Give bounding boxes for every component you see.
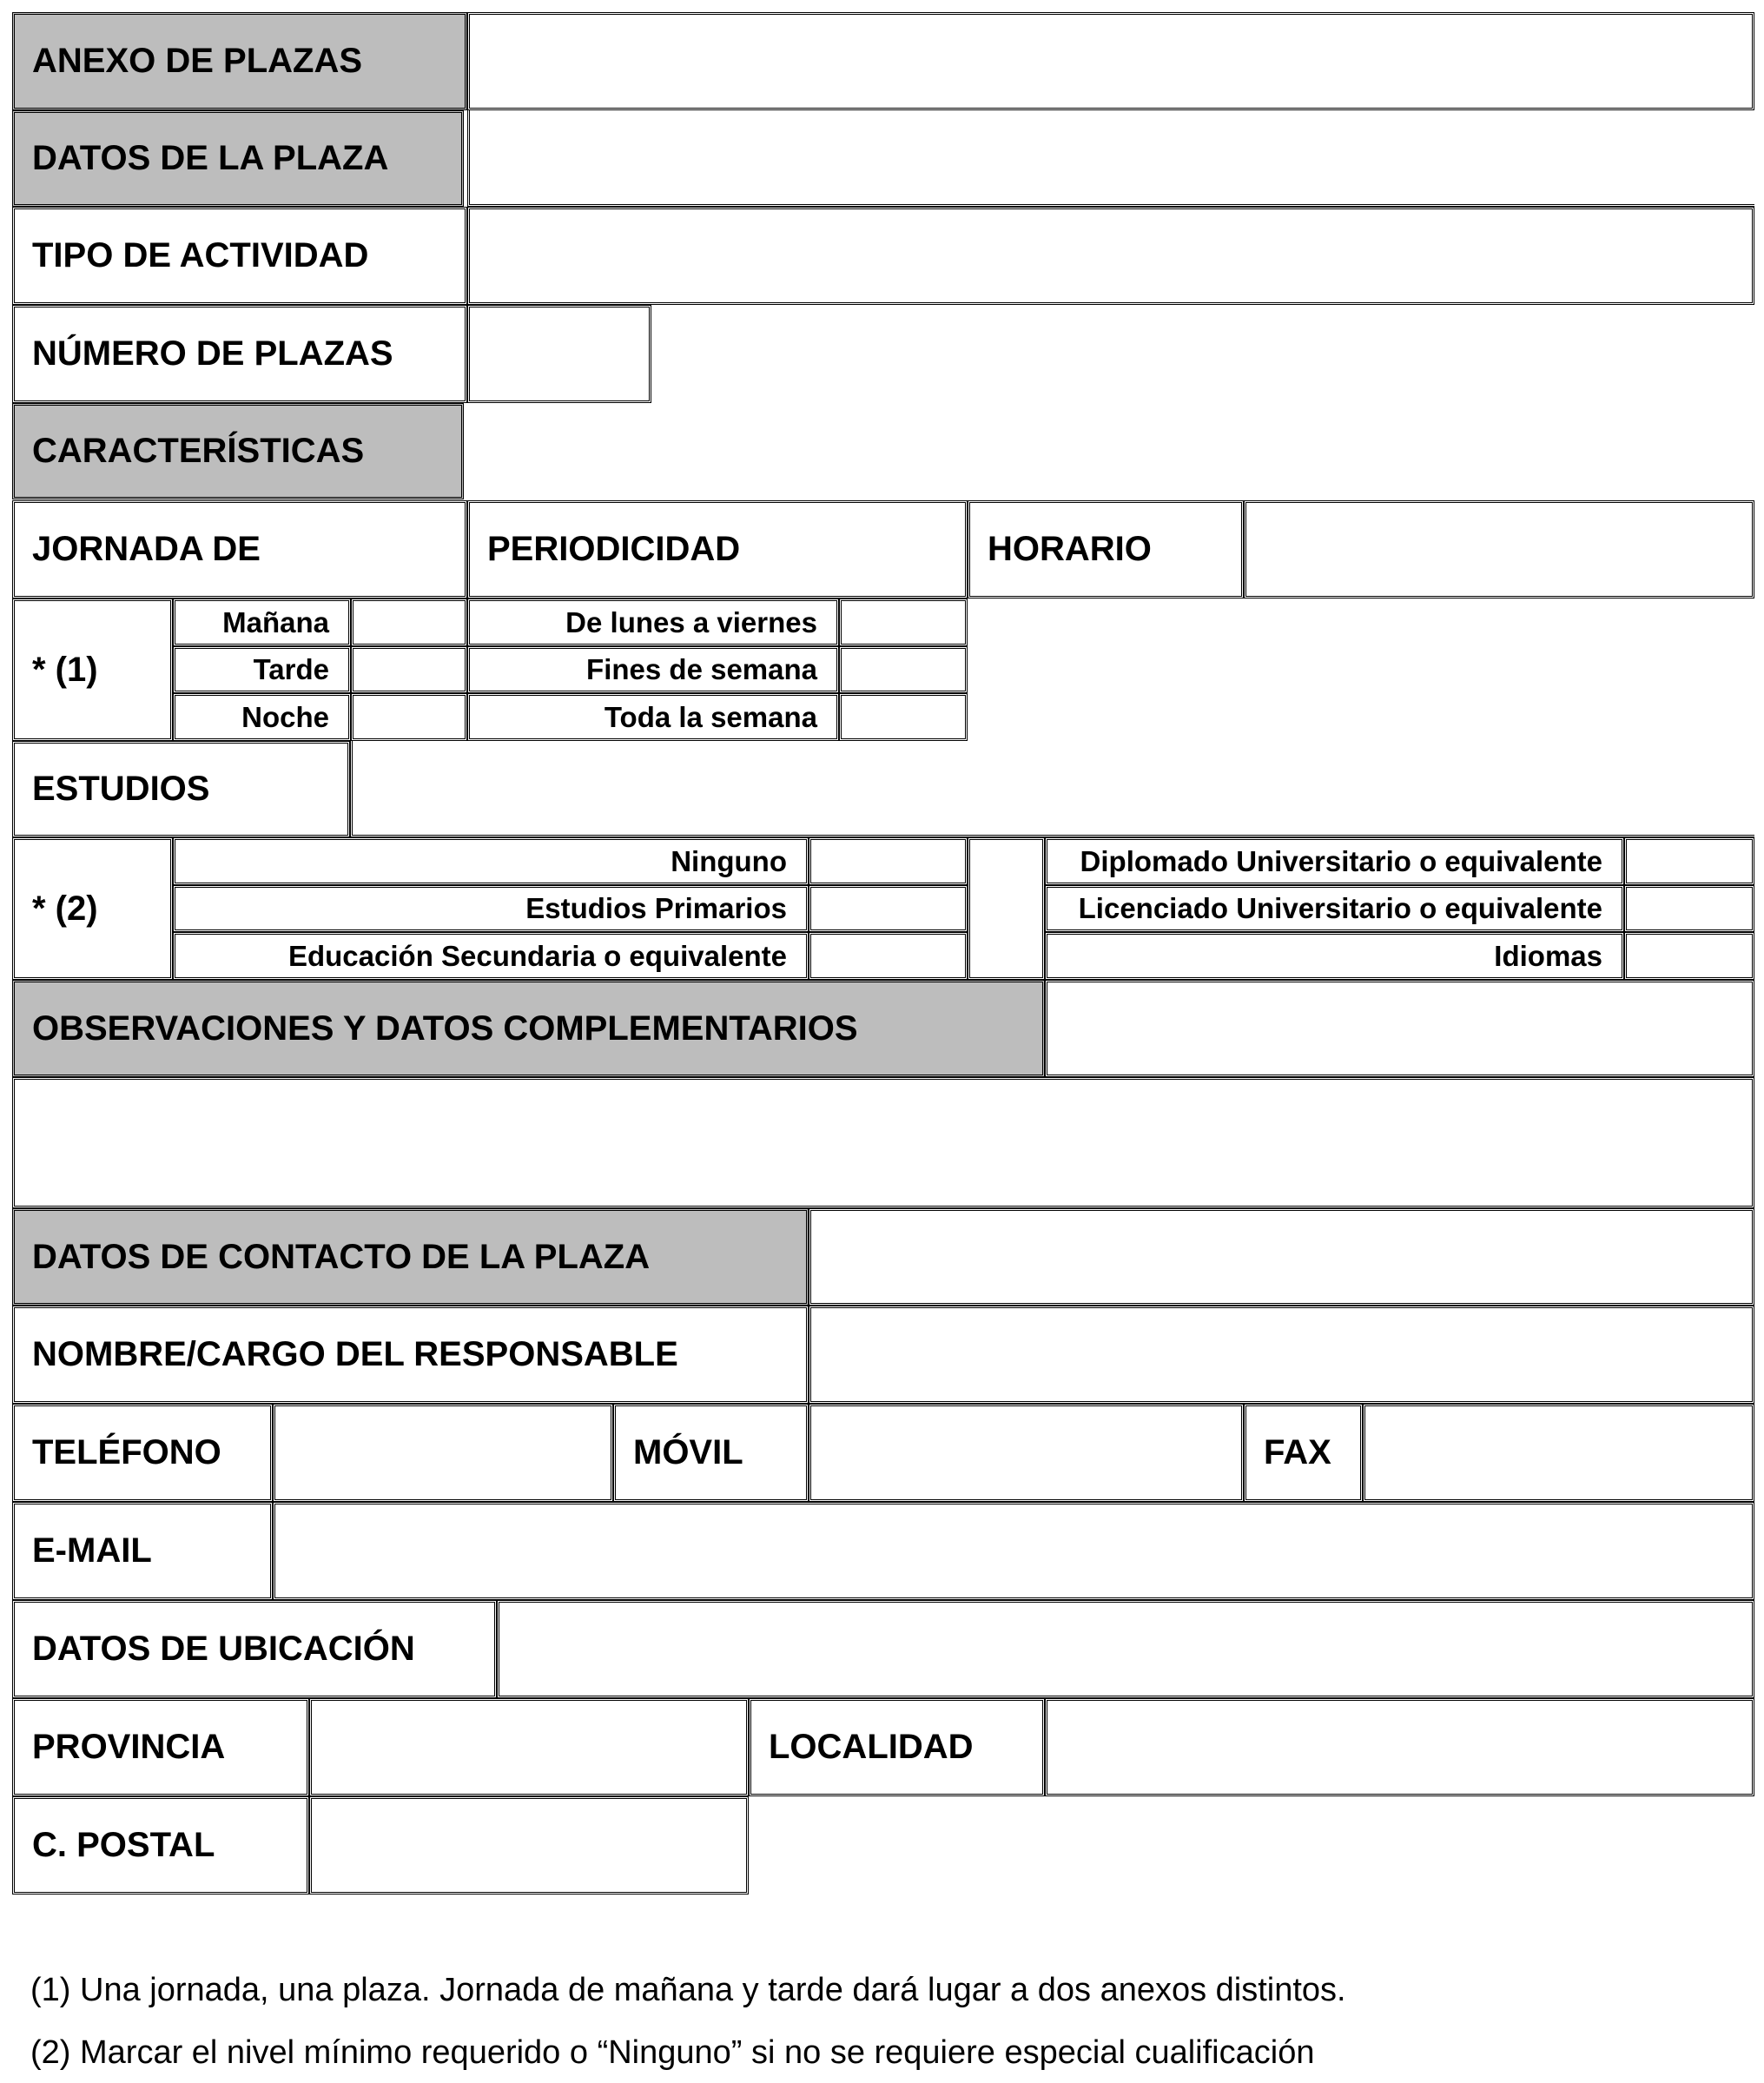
movil-field[interactable] xyxy=(809,1404,1244,1502)
periodicidad-option-toda-semana: Toda la semana xyxy=(467,693,839,741)
fax-field[interactable] xyxy=(1363,1404,1754,1502)
telefono-label: TELÉFONO xyxy=(12,1404,273,1502)
email-label: E-MAIL xyxy=(12,1502,273,1600)
localidad-field[interactable] xyxy=(1045,1698,1754,1796)
nombre-cargo-field[interactable] xyxy=(809,1306,1754,1404)
estudios-checkbox-licenciado[interactable] xyxy=(1624,885,1754,932)
observaciones-aux-field[interactable] xyxy=(1045,980,1754,1077)
periodicidad-label: PERIODICIDAD xyxy=(467,500,968,598)
estudios-option-secundaria: Educación Secundaria o equivalente xyxy=(173,932,809,980)
horario-label: HORARIO xyxy=(968,500,1244,598)
periodicidad-checkbox-toda-semana[interactable] xyxy=(839,693,968,741)
periodicidad-checkbox-fines-semana[interactable] xyxy=(839,646,968,693)
periodicidad-checkbox-lunes-viernes[interactable] xyxy=(839,598,968,646)
cpostal-label: C. POSTAL xyxy=(12,1796,309,1895)
estudios-checkbox-idiomas[interactable] xyxy=(1624,932,1754,980)
provincia-field[interactable] xyxy=(309,1698,749,1796)
anexo-field[interactable] xyxy=(467,12,1754,110)
datos-contacto-field[interactable] xyxy=(809,1208,1754,1306)
estudios-option-licenciado: Licenciado Universitario o equivalente xyxy=(1045,885,1624,932)
estudios-spacer xyxy=(968,837,1045,980)
estudios-option-diplomado: Diplomado Universitario o equivalente xyxy=(1045,837,1624,885)
estudios-checkbox-secundaria[interactable] xyxy=(809,932,968,980)
movil-label: MÓVIL xyxy=(613,1404,809,1502)
datos-contacto-header: DATOS DE CONTACTO DE LA PLAZA xyxy=(12,1208,809,1306)
datos-plaza-field[interactable] xyxy=(467,110,1754,207)
observaciones-header: OBSERVACIONES Y DATOS COMPLEMENTARIOS xyxy=(12,980,1045,1077)
marker-1: * (1) xyxy=(12,598,173,741)
cpostal-field[interactable] xyxy=(309,1796,749,1895)
estudios-option-idiomas: Idiomas xyxy=(1045,932,1624,980)
footnote-1: (1) Una jornada, una plaza. Jornada de mañana y tarde dará lugar a dos anexos distintos. xyxy=(30,1972,1346,2008)
datos-plaza-header: DATOS DE LA PLAZA xyxy=(12,110,464,207)
estudios-field[interactable] xyxy=(350,741,1754,837)
jornada-option-noche: Noche xyxy=(173,693,351,741)
jornada-option-manana: Mañana xyxy=(173,598,351,646)
estudios-checkbox-primarios[interactable] xyxy=(809,885,968,932)
numero-plazas-field[interactable] xyxy=(467,305,651,403)
tipo-actividad-label: TIPO DE ACTIVIDAD xyxy=(12,207,467,305)
anexo-title: ANEXO DE PLAZAS xyxy=(12,12,467,110)
caracteristicas-header: CARACTERÍSTICAS xyxy=(12,403,464,499)
jornada-option-tarde: Tarde xyxy=(173,646,351,693)
datos-ubicacion-field[interactable] xyxy=(497,1600,1754,1698)
jornada-checkbox-noche[interactable] xyxy=(351,693,467,741)
email-field[interactable] xyxy=(273,1502,1754,1600)
observaciones-text-area[interactable] xyxy=(12,1077,1754,1208)
periodicidad-option-lunes-viernes: De lunes a viernes xyxy=(467,598,839,646)
datos-ubicacion-label: DATOS DE UBICACIÓN xyxy=(12,1600,497,1698)
estudios-label: ESTUDIOS xyxy=(12,741,350,837)
footnote-2: (2) Marcar el nivel mínimo requerido o “Ninguno” si no se requiere especial cualificación xyxy=(30,2034,1315,2071)
fax-label: FAX xyxy=(1244,1404,1363,1502)
periodicidad-option-fines-semana: Fines de semana xyxy=(467,646,839,693)
estudios-checkbox-diplomado[interactable] xyxy=(1624,837,1754,885)
jornada-checkbox-tarde[interactable] xyxy=(351,646,467,693)
marker-2: * (2) xyxy=(12,837,173,980)
localidad-label: LOCALIDAD xyxy=(749,1698,1045,1796)
estudios-option-primarios: Estudios Primarios xyxy=(173,885,809,932)
estudios-checkbox-ninguno[interactable] xyxy=(809,837,968,885)
horario-field[interactable] xyxy=(1244,500,1754,598)
numero-plazas-label: NÚMERO DE PLAZAS xyxy=(12,305,467,403)
jornada-checkbox-manana[interactable] xyxy=(351,598,467,646)
jornada-de-label: JORNADA DE xyxy=(12,500,467,598)
estudios-option-ninguno: Ninguno xyxy=(173,837,809,885)
provincia-label: PROVINCIA xyxy=(12,1698,309,1796)
nombre-cargo-label: NOMBRE/CARGO DEL RESPONSABLE xyxy=(12,1306,809,1404)
telefono-field[interactable] xyxy=(273,1404,613,1502)
tipo-actividad-field[interactable] xyxy=(467,207,1754,305)
